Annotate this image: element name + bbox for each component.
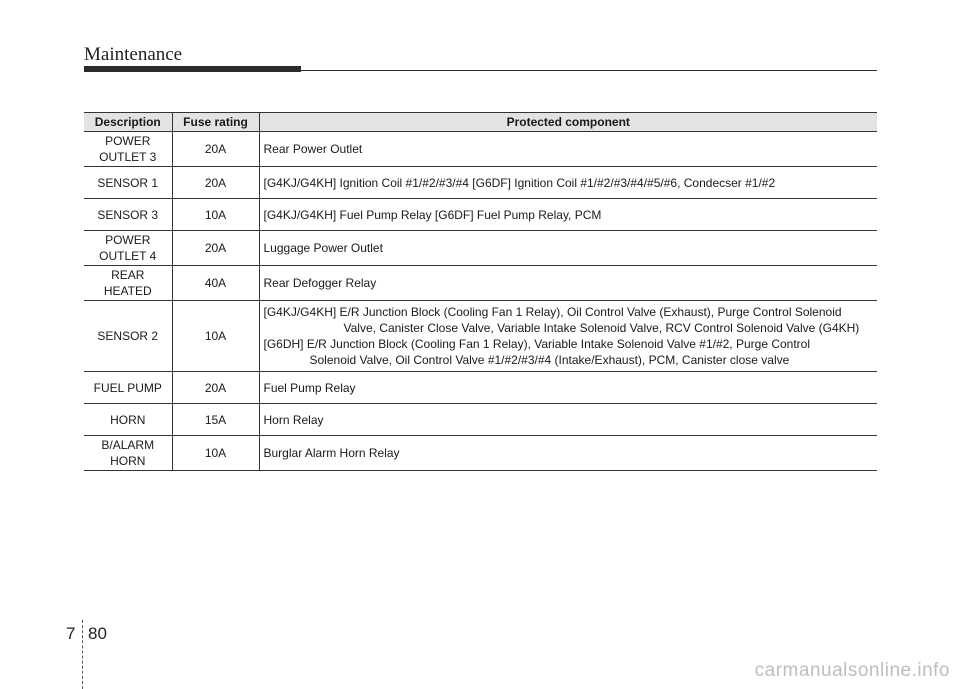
cell-fuse-rating: 40A: [172, 266, 259, 301]
table-row: [84, 266, 877, 301]
table-row: [84, 132, 877, 167]
page-number: 80: [88, 624, 107, 643]
table-row: [84, 199, 877, 231]
cell-description: HORN: [84, 404, 172, 436]
cell-fuse-rating: 10A: [172, 436, 259, 471]
table-row: [84, 372, 877, 404]
table-row: [84, 167, 877, 199]
column-header-description: Description: [84, 113, 172, 132]
cell-fuse-rating: 20A: [172, 372, 259, 404]
table-row: [84, 301, 877, 372]
table-row: [84, 231, 877, 266]
cell-protected-component: [G4KJ/G4KH] Fuel Pump Relay [G6DF] Fuel Pump Relay, PCM: [259, 199, 877, 231]
cell-description: SENSOR 3: [84, 199, 172, 231]
cell-description: POWER OUTLET 4: [84, 231, 172, 266]
column-header-protected-component: Protected component: [259, 113, 877, 132]
table-header-row: [84, 113, 877, 132]
cell-protected-component: Rear Defogger Relay: [259, 266, 877, 301]
cell-description: B/ALARM HORN: [84, 436, 172, 471]
cell-protected-component: Fuel Pump Relay: [259, 372, 877, 404]
header-rule-thin: [301, 70, 877, 71]
cell-description: POWER OUTLET 3: [84, 132, 172, 167]
cell-protected-component: Rear Power Outlet: [259, 132, 877, 167]
footer-divider: [82, 620, 83, 689]
cell-fuse-rating: 20A: [172, 167, 259, 199]
cell-fuse-rating: 20A: [172, 132, 259, 167]
watermark: carmanualsonline.info: [754, 660, 950, 681]
header-rule-thick: [84, 66, 301, 72]
cell-description: SENSOR 2: [84, 301, 172, 372]
chapter-number: 7: [66, 624, 76, 643]
cell-description: SENSOR 1: [84, 167, 172, 199]
column-header-fuse-rating: Fuse rating: [172, 113, 259, 132]
cell-protected-component: Luggage Power Outlet: [259, 231, 877, 266]
table-row: [84, 404, 877, 436]
cell-description: REAR HEATED: [84, 266, 172, 301]
cell-protected-component: [G4KJ/G4KH] E/R Junction Block (Cooling Fan 1 Relay), Oil Control Valve (Exhaust), Purge Control Solenoid Valve, Canister Close Valve, Variable Intake Solenoid Valve, RCV Control Solenoid Valve (G4KH) [G6DH] E/R Junction Block (Cooling Fan 1 Relay), Variable Intake Solenoid Valve #1/#2, Purge Control Solenoid Valve, Oil Control Valve #1/#2/#3/#4 (Intake/Exhaust), PCM, Canister close valve: [259, 301, 877, 372]
cell-fuse-rating: 20A: [172, 231, 259, 266]
table-row: [84, 436, 877, 471]
fuse-table: [84, 112, 877, 471]
cell-fuse-rating: 15A: [172, 404, 259, 436]
cell-description: FUEL PUMP: [84, 372, 172, 404]
cell-protected-component: [G4KJ/G4KH] Ignition Coil #1/#2/#3/#4 [G6DF] Ignition Coil #1/#2/#3/#4/#5/#6, Condecser #1/#2: [259, 167, 877, 199]
cell-protected-component: Horn Relay: [259, 404, 877, 436]
cell-fuse-rating: 10A: [172, 301, 259, 372]
cell-fuse-rating: 10A: [172, 199, 259, 231]
page-header-title: Maintenance: [84, 44, 183, 65]
cell-protected-component: Burglar Alarm Horn Relay: [259, 436, 877, 471]
